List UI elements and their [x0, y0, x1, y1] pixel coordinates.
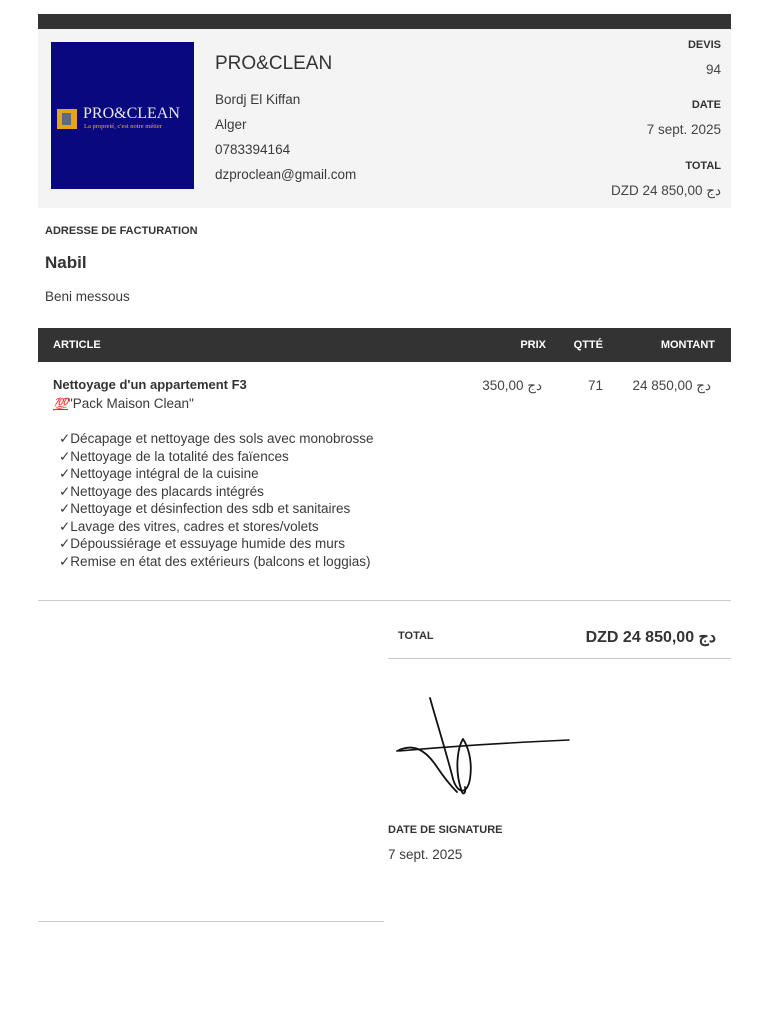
- summary-total-label: TOTAL: [398, 630, 434, 642]
- company-phone: 0783394164: [215, 142, 291, 157]
- item-feature: ✓Nettoyage de la totalité des faïences: [59, 448, 289, 464]
- summary-total: DZD 24 850,00 دج: [585, 629, 716, 646]
- column-header-amount: MONTANT: [660, 339, 715, 351]
- billing-label: ADRESSE DE FACTURATION: [45, 225, 198, 237]
- header-bar: [38, 14, 731, 29]
- item-feature: ✓Décapage et nettoyage des sols avec monobrosse: [59, 431, 374, 446]
- item-feature: ✓Nettoyage intégral de la cuisine: [59, 466, 259, 481]
- column-header-qty: QTTÉ: [573, 339, 603, 351]
- signature-image: [393, 693, 578, 801]
- signature-date: 7 sept. 2025: [388, 847, 463, 862]
- quote-date: 7 sept. 2025: [646, 122, 721, 137]
- quote-label: DEVIS: [687, 39, 721, 51]
- company-name: PRO&CLEAN: [215, 53, 333, 74]
- company-address-line2: Alger: [215, 117, 247, 132]
- column-header-article: ARTICLE: [53, 339, 101, 351]
- company-logo: [51, 42, 194, 189]
- column-header-price: PRIX: [520, 339, 546, 351]
- item-feature: ✓Lavage des vitres, cadres et stores/volets: [59, 518, 319, 534]
- company-email: dzproclean@gmail.com: [215, 167, 357, 182]
- item-feature: ✓Dépoussiérage et essuyage humide des murs: [59, 536, 345, 551]
- logo-tagline: La propreté, c'est notre métier: [84, 123, 162, 130]
- hundred-points-icon: 💯: [53, 397, 68, 411]
- total-label: TOTAL: [685, 160, 721, 172]
- item-subtitle: [53, 396, 194, 411]
- item-feature: ✓Nettoyage des placards intégrés: [59, 483, 264, 499]
- item-feature: ✓Remise en état des extérieurs (balcons et loggias): [59, 553, 371, 569]
- item-price: 350,00 دج: [482, 378, 542, 393]
- item-title: Nettoyage d'un appartement F3: [53, 377, 247, 392]
- hand-cleaning-icon: [57, 109, 77, 129]
- table-header: [38, 328, 731, 362]
- item-amount: 24 850,00 دج: [632, 378, 711, 393]
- quote-number: 94: [705, 62, 721, 77]
- total-divider: [388, 658, 731, 659]
- items-divider: [38, 600, 731, 601]
- item-subtitle-text: "Pack Maison Clean": [67, 396, 194, 411]
- date-label: DATE: [691, 99, 721, 111]
- item-feature: ✓Nettoyage et désinfection des sdb et sanitaires: [59, 501, 351, 516]
- item-quantity: 71: [587, 378, 603, 393]
- item-feature-list: [59, 430, 374, 570]
- header-total: DZD 24 850,00 دج: [610, 183, 721, 198]
- logo-name: PRO&CLEAN: [83, 105, 180, 122]
- signature-line: [38, 921, 384, 922]
- billing-address: Beni messous: [45, 289, 130, 304]
- billing-name: Nabil: [45, 253, 87, 272]
- company-address-line1: Bordj El Kiffan: [215, 92, 301, 107]
- signature-date-label: DATE DE SIGNATURE: [388, 824, 503, 836]
